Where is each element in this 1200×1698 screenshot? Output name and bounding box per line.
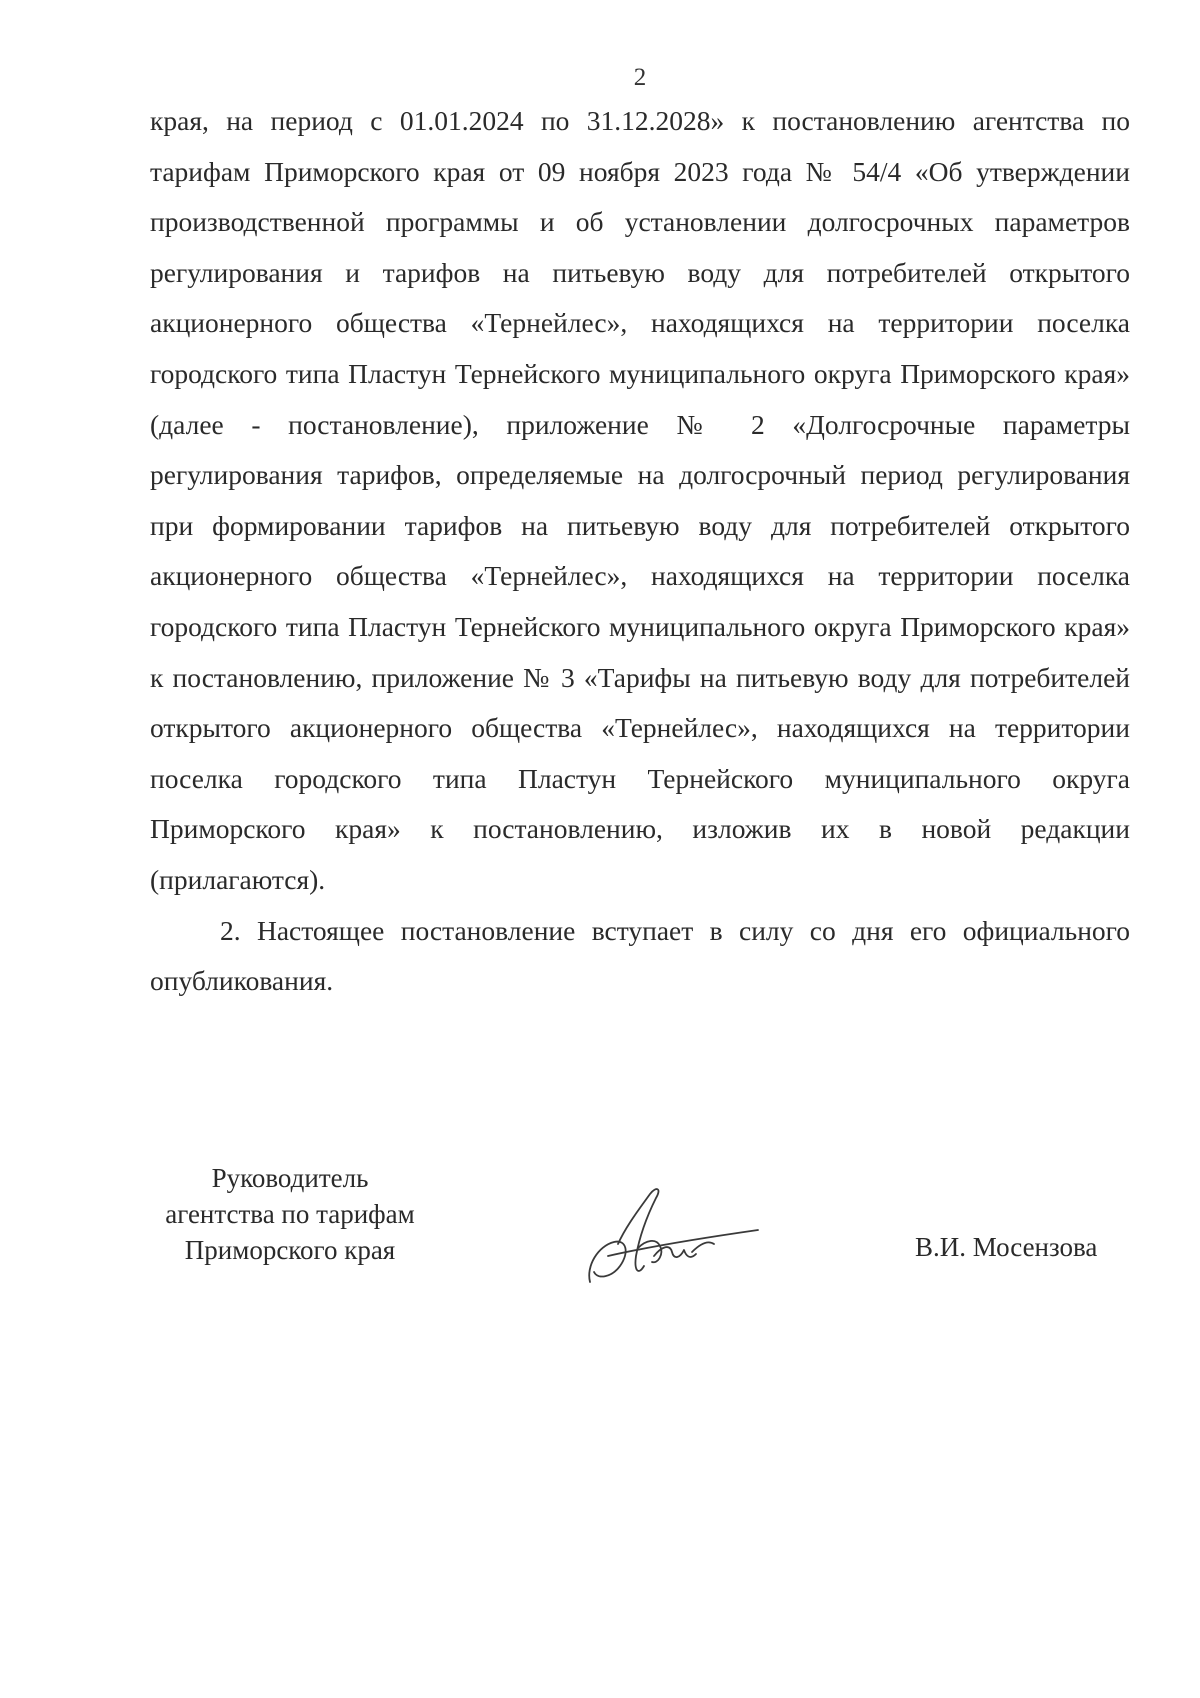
signer-name: В.И. Мосензова	[915, 1232, 1098, 1262]
handwritten-signature-icon	[582, 1182, 762, 1292]
paragraph-continuation: края, на период с 01.01.2024 по 31.12.2028» к постановлению агентства по тарифам Приморского края от 09 ноября 2023 года № 54/4 «Об утверждении производственной программы и об установлении долгосрочных параметров регулирования и тарифов на питьевую воду для потребителей открытого акционерного общества «Тернейлес», находящихся на территории поселка городского типа Пластун Тернейского муниципального округа Приморского края» (далее - постановление), приложение № 2 «Долгосрочные параметры регулирования тарифов, определяемые на долгосрочный период регулирования при формировании тарифов на питьевую воду для потребителей открытого акционерного общества «Тернейлес», находящихся на территории поселка городского типа Пластун Тернейского муниципального округа Приморского края» к постановлению, приложение № 3 «Тарифы на питьевую воду для потребителей открытого акционерного общества «Тернейлес», находящихся на территории поселка городского типа Пластун Тернейского муниципального округа Приморского края» к постановлению, изложив их в новой редакции (прилагаются).	[150, 105, 1130, 895]
signer-position-line: Приморского края	[184, 1235, 396, 1265]
signer-position-line: Руководитель	[211, 1163, 369, 1193]
paragraph-effective-date: 2. Настоящее постановление вступает в силу со дня его официального опубликования.	[150, 914, 1130, 997]
page-number: 2	[633, 64, 647, 91]
document-body	[150, 96, 1130, 1007]
signature-block	[0, 1160, 1200, 1320]
signer-position-line: агентства по тарифам	[165, 1199, 415, 1229]
signer-position	[140, 1160, 440, 1268]
